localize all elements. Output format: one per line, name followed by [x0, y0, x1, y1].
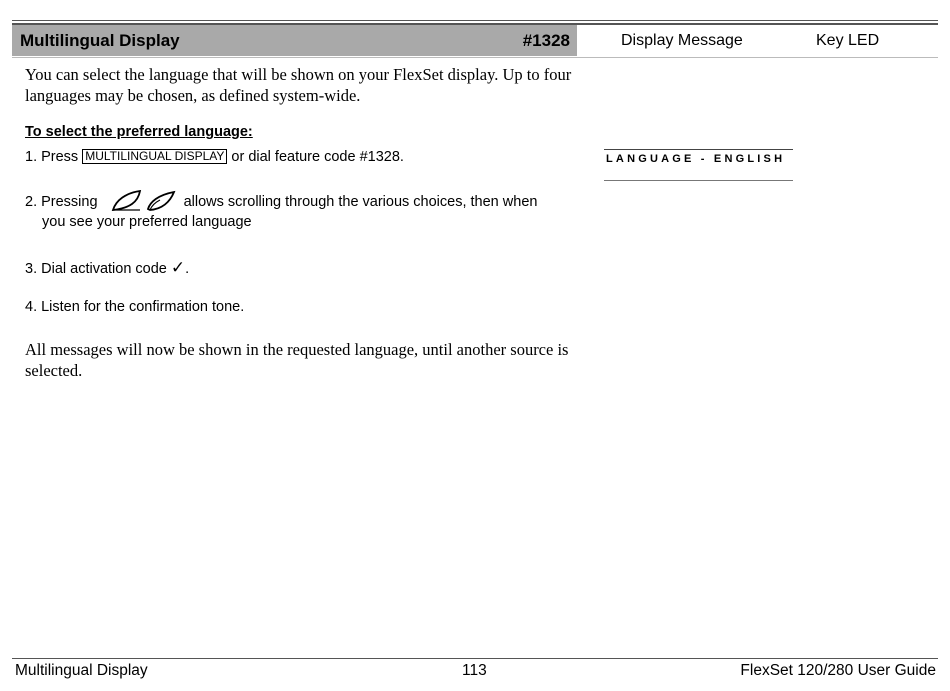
- header-rule: [12, 57, 938, 58]
- intro-paragraph: You can select the language that will be shown on your FlexSet display. Up to four languages may be chosen, as defined system-wide.: [25, 65, 572, 105]
- title-bar: [12, 25, 577, 56]
- step-4: 4. Listen for the confirmation tone.: [25, 299, 245, 315]
- step-2: [25, 190, 537, 216]
- feature-code: #1328: [522, 31, 570, 50]
- step-3-suffix: .: [185, 261, 190, 277]
- step-2-continuation: you see your preferred language: [42, 214, 252, 230]
- scroll-keys: [110, 190, 176, 216]
- key-led-heading: Key LED: [816, 32, 880, 49]
- step-3-prefix: 3. Dial activation code: [25, 261, 171, 277]
- page-number: 113: [462, 662, 487, 679]
- scroll-up-key-icon: [113, 191, 140, 210]
- checkmark-icon: ✓: [170, 258, 186, 277]
- display-message-text: LANGUAGE - ENGLISH: [606, 153, 786, 165]
- page-title: Multilingual Display: [20, 31, 180, 50]
- footer-guide-title: FlexSet 120/280 User Guide: [740, 662, 936, 679]
- step-2-suffix: allows scrolling through the various choices, then when: [183, 194, 538, 210]
- step-2-prefix: 2. Pressing: [25, 194, 98, 210]
- step-1: [25, 149, 404, 165]
- top-rule: [12, 20, 938, 21]
- procedure-subheading: To select the preferred language:: [25, 124, 253, 140]
- display-top-rule: [604, 149, 793, 150]
- display-bottom-rule: [604, 180, 793, 181]
- footer-section-title: Multilingual Display: [15, 662, 148, 679]
- footer-rule: [12, 658, 938, 659]
- step-1-prefix: 1. Press: [25, 149, 83, 165]
- outro-paragraph: All messages will now be shown in the requested language, until another source is selected.: [25, 340, 569, 380]
- multilingual-display-key: MULTILINGUAL DISPLAY: [82, 149, 227, 164]
- step-1-suffix: or dial feature code #1328.: [227, 149, 404, 165]
- display-message-heading: Display Message: [621, 32, 743, 49]
- step-3: [25, 258, 189, 278]
- scroll-down-key-icon: [148, 192, 174, 210]
